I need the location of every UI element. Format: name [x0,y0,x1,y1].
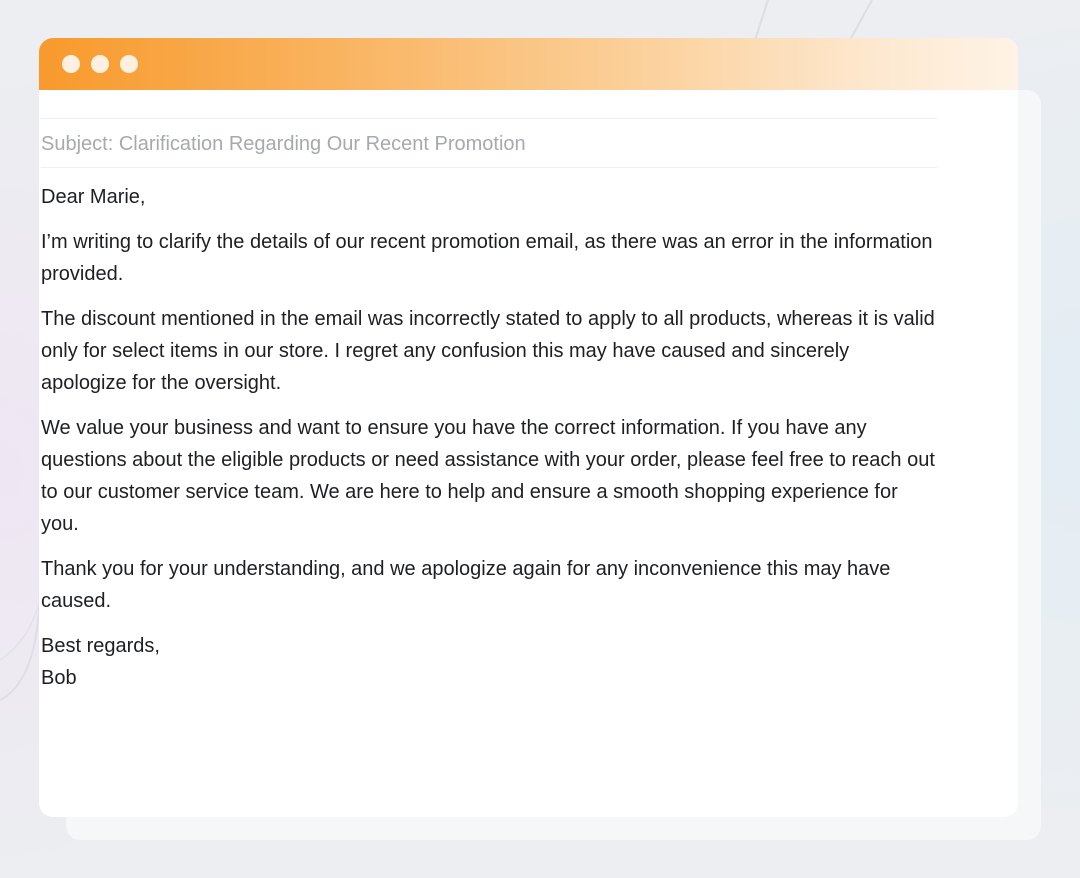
email-paragraph-2: The discount mentioned in the email was incorrectly stated to apply to all products, whereas it is valid only for select items in our store. I regret any confusion this may have caused and sincerely apologize for the oversight. [41,308,935,394]
email-signature: Bob [41,667,77,689]
email-paragraph-1: I’m writing to clarify the details of our recent promotion email, as there was an error in the information provided. [41,231,933,285]
maximize-window-dot[interactable] [120,55,138,73]
email-paragraph-4: Thank you for your understanding, and we apologize again for any inconvenience this may have caused. [41,558,891,612]
window-titlebar [39,38,1018,90]
email-greeting: Dear Marie, [41,186,146,208]
minimize-window-dot[interactable] [91,55,109,73]
email-signoff: Best regards, [41,635,160,657]
email-body [41,168,937,694]
email-paragraph-3: We value your business and want to ensure you have the correct information. If you have any questions about the eligible products or need assistance with your order, please feel free to reach out to our customer service team. We are here to help and ensure a smooth shopping experience for you. [41,417,935,535]
email-subject: Subject: Clarification Regarding Our Recent Promotion [41,118,937,168]
email-content [41,118,937,694]
close-window-dot[interactable] [62,55,80,73]
